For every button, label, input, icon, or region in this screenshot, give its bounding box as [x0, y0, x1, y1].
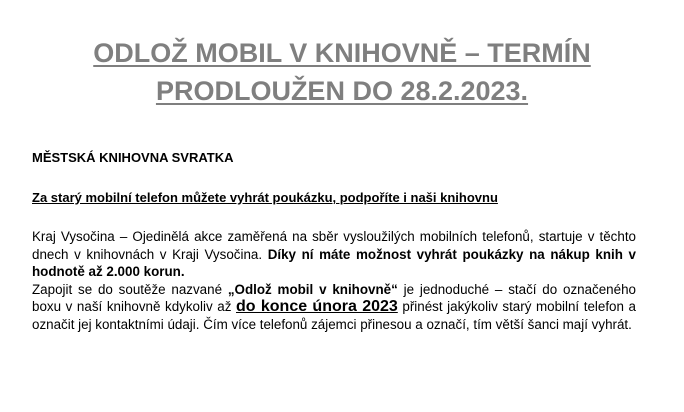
paragraph-1 [32, 228, 636, 281]
document-title [20, 34, 664, 110]
contest-name: „Odlož mobil v knihovně“ [227, 281, 398, 297]
title-line-1: ODLOŽ MOBIL V KNIHOVNĚ – TERMÍN [93, 38, 591, 68]
prize-highlight: Díky ní máte možnost vyhrát poukázky na nákup knih v hodnotě až 2.000 korun. [32, 246, 636, 279]
organization-name: MĚSTSKÁ KNIHOVNA SVRATKA [32, 150, 234, 165]
article-subheading: Za starý mobilní telefon můžete vyhrát poukázku, podpoříte i naši knihovnu [32, 190, 498, 205]
paragraph-2 [32, 281, 636, 334]
deadline-highlight: do konce února 2023 [236, 298, 398, 315]
paragraph-2-end: přinést jakýkoliv starý mobilní telefon a označit jej kontaktními údaji. Čím více telefonů zájemci přinesou a označí, tím větší šanci mají vyhrát. [32, 299, 636, 332]
title-line-2: PRODLOUŽEN DO 28.2.2023. [155, 76, 529, 106]
paragraph-1-text: Kraj Vysočina – Ojedinělá akce zaměřená na sběr vysloužilých mobilních telefonů, startuje v těchto dnech v knihovnách v Kraji Vysočina. [32, 229, 636, 262]
article-body [32, 228, 636, 333]
paragraph-2-intro: Zapojit se do soutěže nazvané [32, 281, 228, 297]
paragraph-2-middle: je jednoduché – stačí do označeného boxu v naší knihovně kdykoliv až [32, 281, 636, 314]
